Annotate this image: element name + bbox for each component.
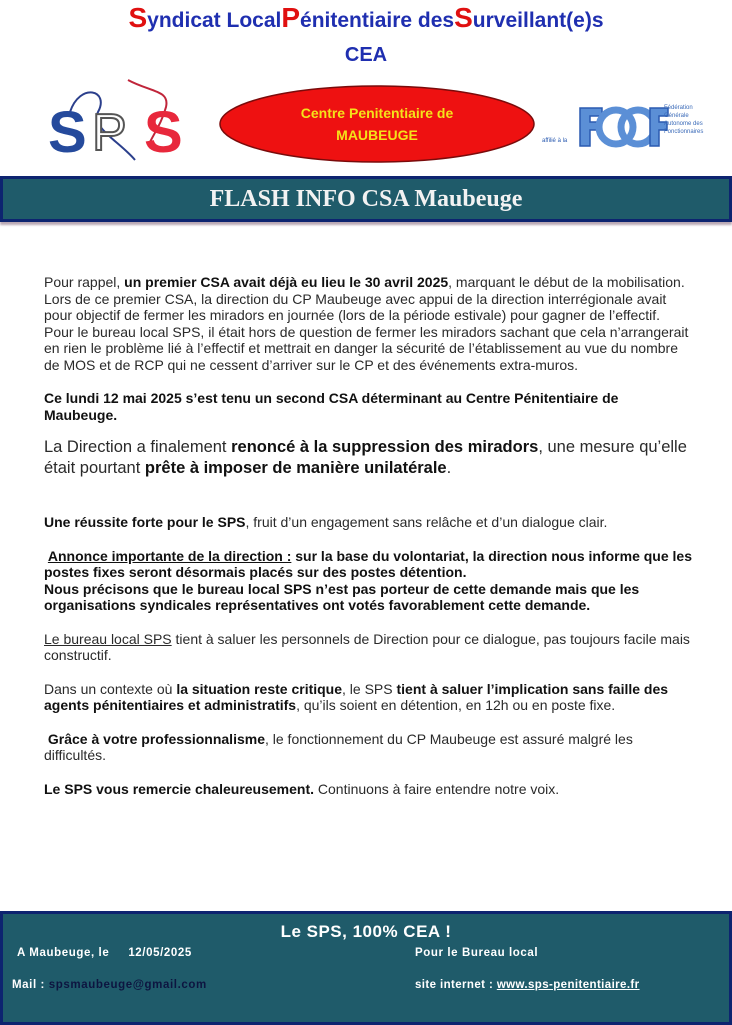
footer-slogan: Le SPS, 100% CEA !: [280, 922, 452, 941]
footer-signature: Pour le Bureau local: [415, 947, 539, 959]
fgaf-desc-line: Fonctionnaires: [664, 129, 704, 135]
sps-logo-icon: [40, 72, 215, 167]
paragraph-recap: Pour rappel, un premier CSA avait déjà eu lieu le 30 avril 2025, marquant le début de la mobilisation. Lors de ce premier CSA, la direction du CP Maubeuge avec appui de la direction interrégionale avait pour objectif de fermer les miradors en journée (lors de la période estivale) pour gagner de l’effectif. Pour le bureau local SPS, il était hors de question de fermer les miradors sachant que cela n’arrangerait en rien le problème lié à l’effectif et mettrait en danger la sécurité de l’établissement au vue du nombre de MOS et de RCP qui ne cessent d’arriver sur le CP et des événements extra-muros.: [44, 274, 689, 373]
paragraph-context: Dans un contexte où la situation reste critique, le SPS tient à saluer l’implication sans faille des agents pénitentiaires et administratifs, qu’ils soient en détention, en 12h ou en poste fixe.: [44, 680, 669, 713]
title-initial-p: P: [281, 2, 301, 33]
fgaf-desc-line: Fédération: [664, 105, 693, 111]
union-title: [0, 2, 732, 33]
center-badge-line2: MAUBEUGE: [336, 127, 418, 143]
footer-mail: Mail : spsmaubeuge@gmail.com: [12, 979, 207, 991]
paragraph-announcement: Annonce importante de la direction : sur la base du volontariat, la direction nous informe que les postes fixes seront désormais placés sur des postes détention. Nous précisons que le bureau local SPS n’est pas porteur de cette demande mais que les organisations syndicales représentatives ont votés favorablement cette demande.: [44, 547, 692, 613]
fgaf-affiliation-label: affilié à la: [542, 138, 568, 144]
center-badge-text: [218, 102, 536, 146]
title-initial-s: S: [128, 2, 148, 33]
title-initial-s2: S: [454, 2, 473, 33]
paragraph-decision: La Direction a finalement renoncé à la suppression des miradors, une mesure qu’elle était pourtant prête à imposer de manière unilatérale.: [44, 438, 687, 477]
title-part: urveillant(e)s: [472, 9, 604, 32]
mail-address-link[interactable]: spsmaubeuge@gmail.com: [48, 979, 207, 991]
paragraph-closing: Le SPS vous remercie chaleureusement. Continuons à faire entendre notre voix.: [44, 780, 560, 797]
center-badge-line1: Centre Penitentiaire de: [300, 105, 454, 121]
flash-info-banner: [0, 176, 732, 222]
title-part: yndicat Local: [147, 9, 282, 32]
paragraph-professionalism: Grâce à votre professionnalisme, le fonctionnement du CP Maubeuge est assuré malgré les difficultés.: [44, 730, 633, 763]
paragraph-thanks-direction: Le bureau local SPS tient à saluer les personnels de Direction pour ce dialogue, pas toujours facile mais constructif.: [44, 630, 690, 663]
paragraph-success: Une réussite forte pour le SPS, fruit d’un engagement sans relâche et d’un dialogue clair.: [44, 514, 608, 530]
banner-title: FLASH INFO CSA Maubeuge: [209, 186, 523, 212]
fgaf-desc-line: Générale: [664, 113, 689, 119]
website-link[interactable]: www.sps-penitentiaire.fr: [496, 979, 640, 991]
footer-place-date: A Maubeuge, le 12/05/2025: [17, 947, 192, 959]
footer-box: [0, 911, 732, 1025]
paragraph-second-csa: Ce lundi 12 mai 2025 s’est tenu un second CSA déterminant au Centre Pénitentiaire de Maubeuge.: [44, 390, 619, 423]
fgaf-description: [664, 104, 703, 136]
union-subtitle: CEA: [344, 44, 388, 66]
sps-letter-s1: S: [48, 100, 87, 165]
sps-letter-s2: S: [144, 100, 183, 165]
fgaf-desc-line: Autonome des: [664, 121, 703, 127]
article-body: [44, 274, 694, 797]
footer-date: 12/05/2025: [128, 947, 192, 959]
title-part: énitentiaire des: [300, 9, 455, 32]
sps-letter-p: P: [92, 104, 127, 162]
footer-website: site internet : www.sps-penitentiaire.fr: [415, 979, 640, 991]
